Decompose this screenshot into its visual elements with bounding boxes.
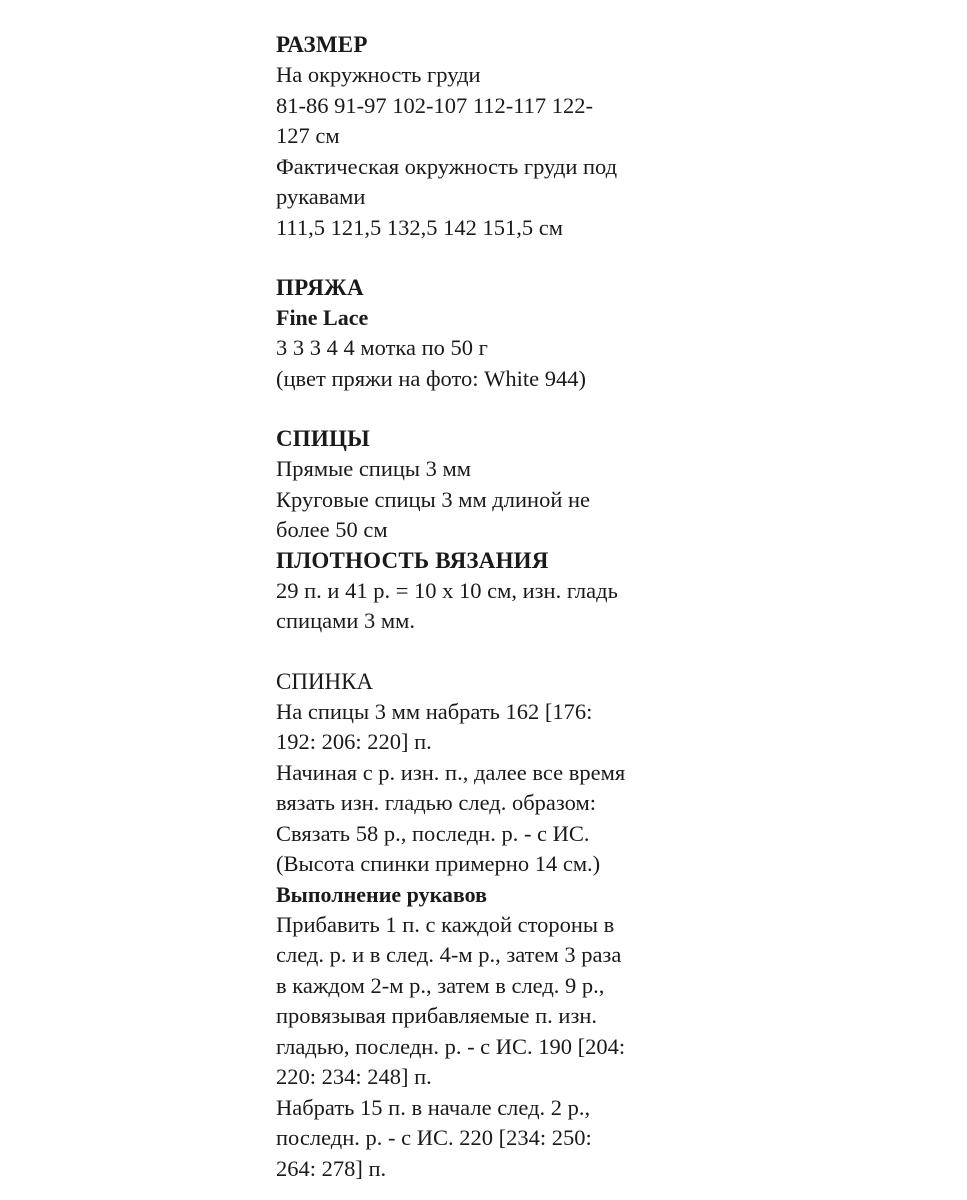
sleeves-subheading: Выполнение рукавов [276, 881, 487, 907]
back-line: Связать 58 р., последн. р. - с ИС. [276, 820, 590, 846]
yarn-section [276, 273, 716, 394]
back-line: На спицы 3 мм набрать 162 [176: [276, 698, 593, 724]
sleeve-line: 264: 278] п. [276, 1155, 387, 1181]
back-line: Начиная с р. изн. п., далее все время [276, 759, 626, 785]
gauge-line: спицами 3 мм. [276, 608, 415, 633]
back-line: (Высота спинки примерно 14 см.) [276, 851, 601, 876]
size-section [276, 30, 716, 243]
sleeve-line: в каждом 2-м р., затем в след. 9 р., [276, 972, 605, 998]
size-line: 127 см [276, 123, 340, 148]
sleeve-line: Прибавить 1 п. с каждой стороны в [276, 911, 615, 937]
back-line: 192: 206: 220] п. [276, 729, 432, 754]
sleeve-line: Набрать 15 п. в начале след. 2 р., [276, 1094, 591, 1120]
sleeve-line: след. р. и в след. 4-м р., затем 3 раза [276, 942, 622, 967]
needles-line: более 50 см [276, 517, 388, 542]
needles-section [276, 424, 716, 546]
sleeve-line: провязывая прибавляемые п. изн. [276, 1003, 598, 1028]
back-section [276, 667, 716, 1185]
back-heading: СПИНКА [276, 668, 374, 694]
size-line: рукавами [276, 184, 366, 209]
gauge-line: 29 п. и 41 р. = 10 х 10 см, изн. гладь [276, 577, 618, 603]
yarn-line: 3 3 3 4 4 мотка по 50 г [276, 335, 488, 360]
needles-heading: СПИЦЫ [276, 426, 370, 451]
size-line: 81-86 91-97 102-107 112-117 122- [276, 92, 594, 118]
yarn-heading: ПРЯЖА [276, 275, 364, 300]
sleeve-line: 220: 234: 248] п. [276, 1064, 432, 1089]
document-page [276, 30, 716, 1184]
yarn-name: Fine Lace [276, 305, 369, 330]
size-line: 111,5 121,5 132,5 142 151,5 см [276, 214, 563, 240]
size-line: Фактическая окружность груди под [276, 153, 618, 179]
yarn-line: (цвет пряжи на фото: White 944) [276, 365, 587, 391]
sleeve-line: гладью, последн. р. - с ИС. 190 [204: [276, 1033, 626, 1059]
needles-line: Прямые спицы 3 мм [276, 456, 472, 481]
gauge-section [276, 546, 716, 637]
gauge-heading: ПЛОТНОСТЬ ВЯЗАНИЯ [276, 547, 549, 573]
size-line: На окружность груди [276, 62, 481, 87]
needles-line: Круговые спицы 3 мм длиной не [276, 486, 591, 512]
back-line: вязать изн. гладью след. образом: [276, 790, 596, 815]
sleeve-line: последн. р. - с ИС. 220 [234: 250: [276, 1125, 592, 1150]
size-heading: РАЗМЕР [276, 32, 368, 57]
